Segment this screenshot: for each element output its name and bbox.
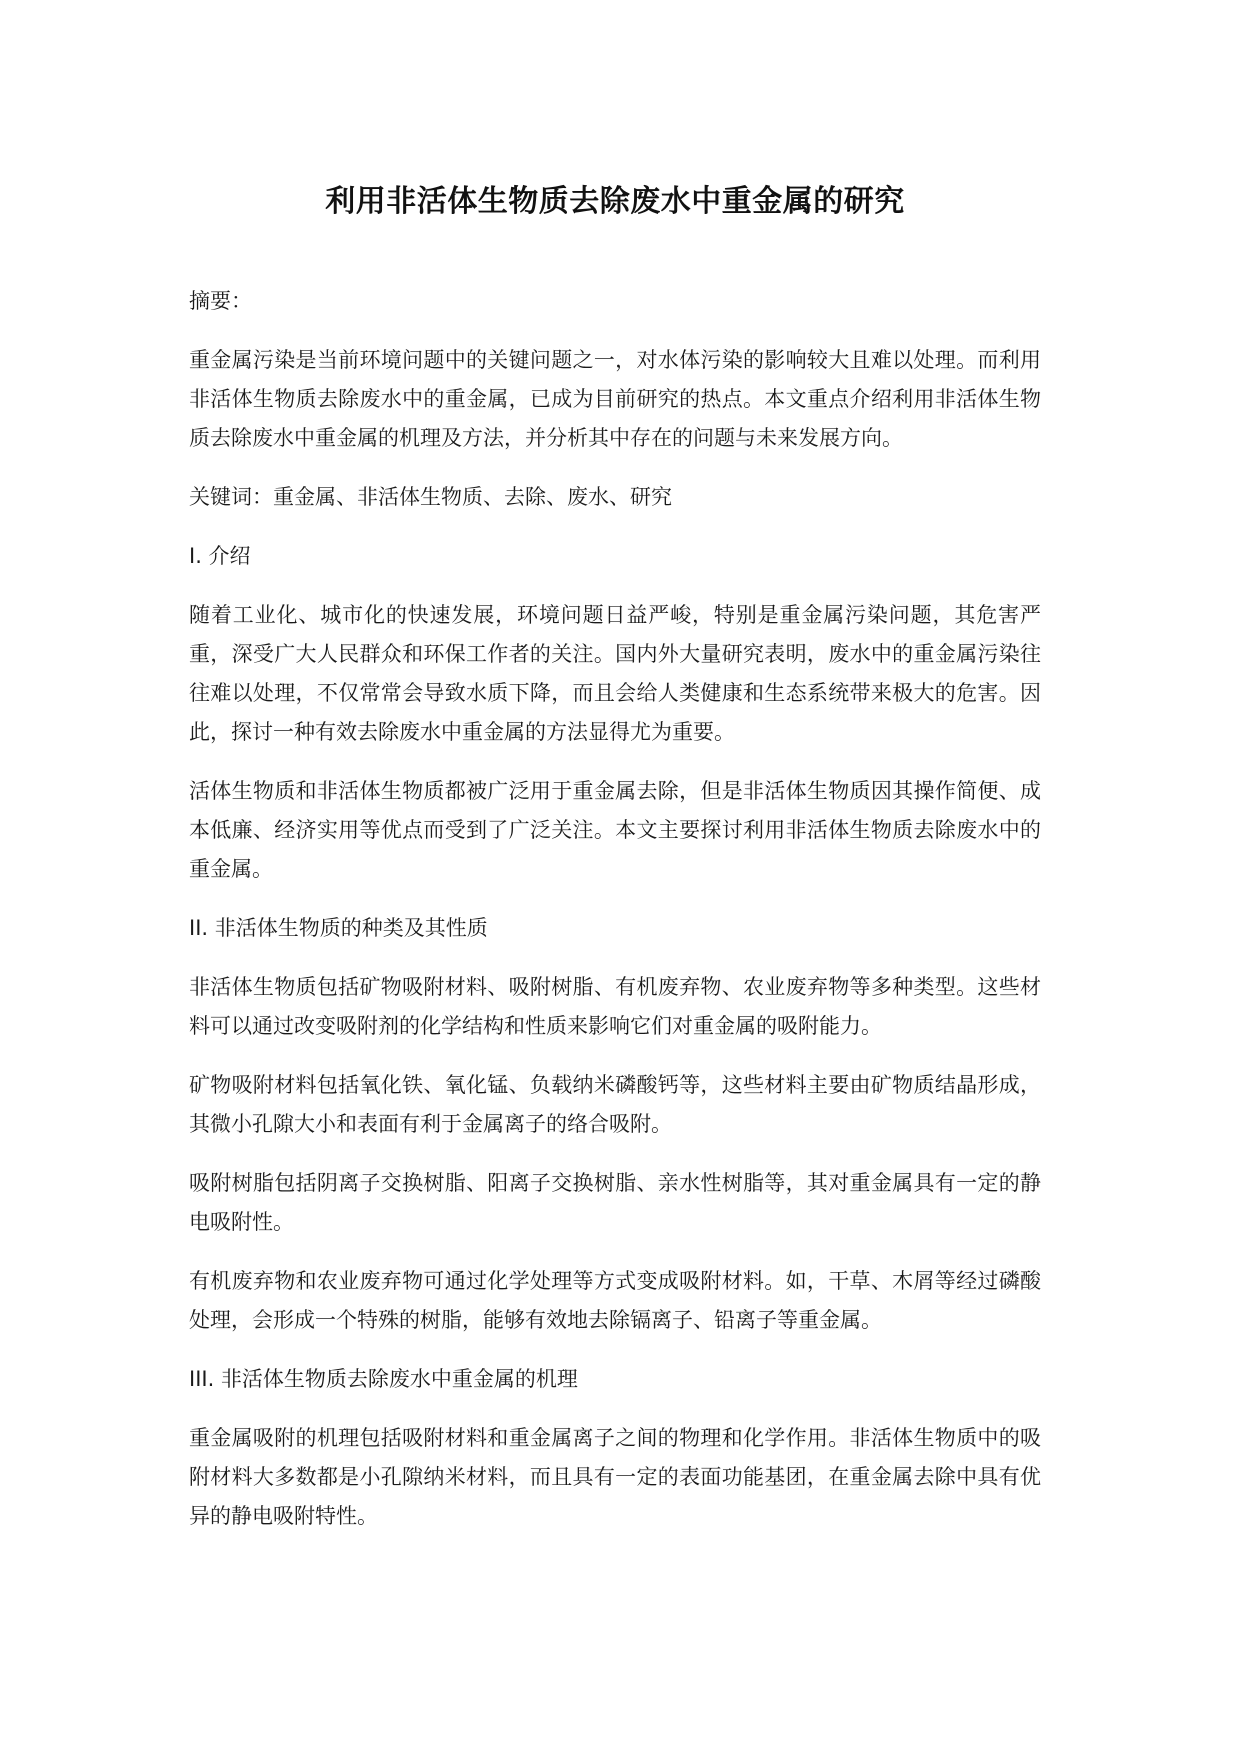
abstract-paragraph: 重金属污染是当前环境问题中的关键问题之一，对水体污染的影响较大且难以处理。而利用非活体生物质去除废水中的重金属，已成为目前研究的热点。本文重点介绍利用非活体生物质去除废水中重金属的机理及方法，并分析其中存在的问题与未来发展方向。 [189, 348, 1041, 450]
section-heading-mechanism: III. 非活体生物质去除废水中重金属的机理 [189, 1367, 578, 1391]
section-heading-introduction: I. 介绍 [189, 544, 251, 568]
section-heading-types: II. 非活体生物质的种类及其性质 [189, 916, 488, 940]
body-paragraph: 吸附树脂包括阴离子交换树脂、阳离子交换树脂、亲水性树脂等，其对重金属具有一定的静电吸附性。 [189, 1171, 1041, 1234]
document-body [189, 180, 1041, 1556]
body-paragraph: 有机废弃物和农业废弃物可通过化学处理等方式变成吸附材料。如，干草、木屑等经过磷酸处理，会形成一个特殊的树脂，能够有效地去除镉离子、铅离子等重金属。 [189, 1269, 1041, 1332]
body-paragraph: 非活体生物质包括矿物吸附材料、吸附树脂、有机废弃物、农业废弃物等多种类型。这些材料可以通过改变吸附剂的化学结构和性质来影响它们对重金属的吸附能力。 [189, 975, 1041, 1038]
document-title: 利用非活体生物质去除废水中重金属的研究 [325, 184, 905, 219]
body-paragraph: 随着工业化、城市化的快速发展，环境问题日益严峻，特别是重金属污染问题，其危害严重，深受广大人民群众和环保工作者的关注。国内外大量研究表明，废水中的重金属污染往往难以处理，不仅常常会导致水质下降，而且会给人类健康和生态系统带来极大的危害。因此，探讨一种有效去除废水中重金属的方法显得尤为重要。 [189, 603, 1041, 744]
body-paragraph: 活体生物质和非活体生物质都被广泛用于重金属去除，但是非活体生物质因其操作简便、成本低廉、经济实用等优点而受到了广泛关注。本文主要探讨利用非活体生物质去除废水中的重金属。 [189, 779, 1041, 881]
abstract-label: 摘要： [189, 289, 252, 313]
body-paragraph: 矿物吸附材料包括氧化铁、氧化锰、负载纳米磷酸钙等，这些材料主要由矿物质结晶形成，其微小孔隙大小和表面有利于金属离子的络合吸附。 [189, 1073, 1041, 1136]
keywords-line: 关键词：重金属、非活体生物质、去除、废水、研究 [189, 485, 672, 509]
body-paragraph: 重金属吸附的机理包括吸附材料和重金属离子之间的物理和化学作用。非活体生物质中的吸附材料大多数都是小孔隙纳米材料，而且具有一定的表面功能基团，在重金属去除中具有优异的静电吸附特性。 [189, 1426, 1041, 1528]
